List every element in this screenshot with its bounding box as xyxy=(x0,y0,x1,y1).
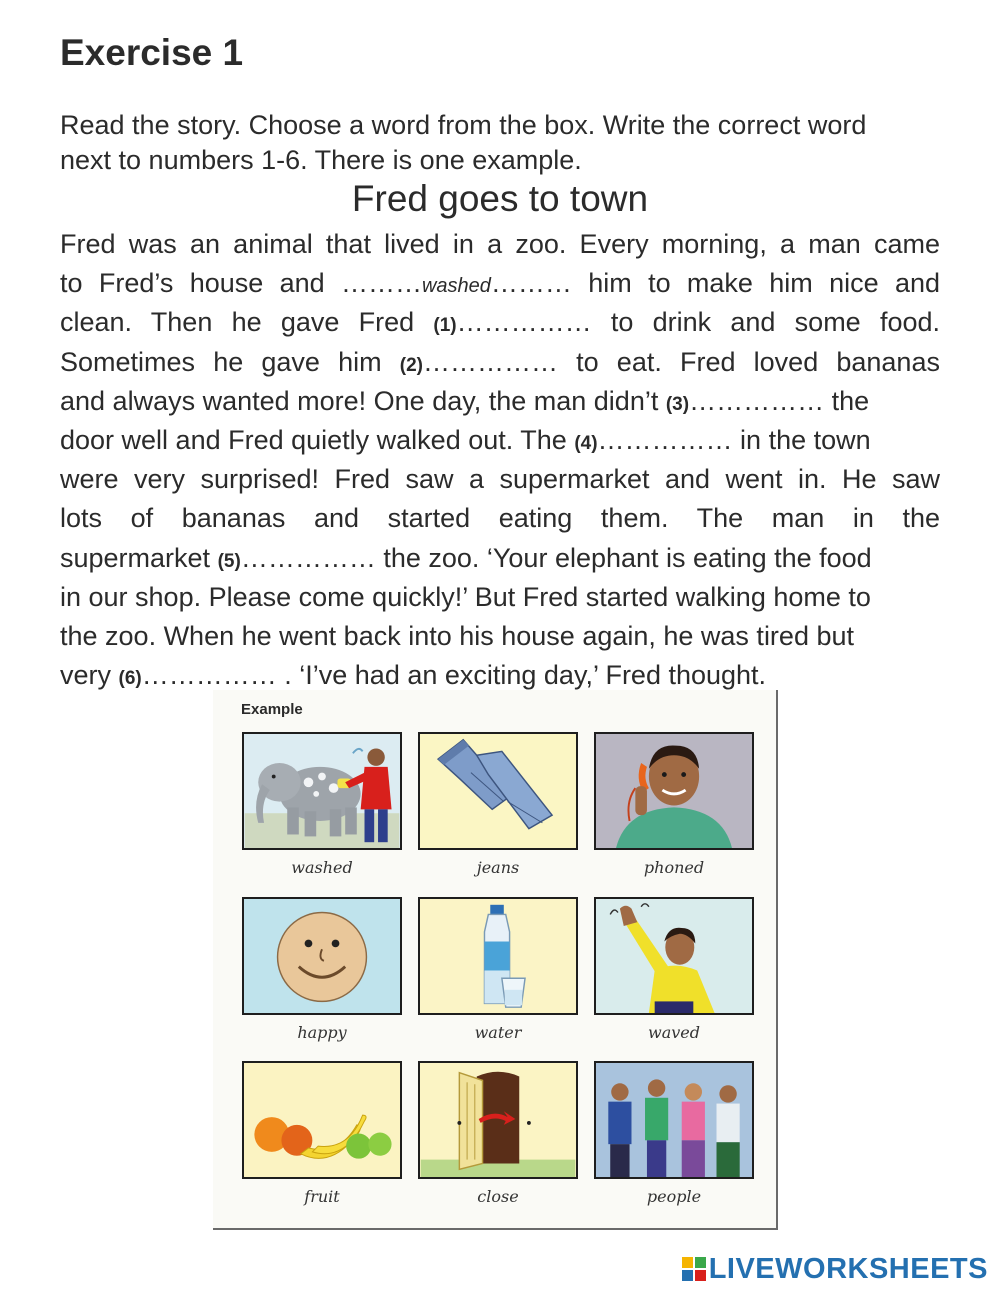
door-closing-picture xyxy=(418,1061,578,1179)
story-line: Fred was an animal that lived in a zoo. Every morning, a man came xyxy=(60,229,940,259)
story-line: clean. Then he gave Fred (1)…………… to drink and some food. xyxy=(60,307,940,338)
story-line: supermarket (5)…………… the zoo. ‘Your elephant is eating the food xyxy=(60,542,872,573)
story-line: lots of bananas and started eating them. The man in the xyxy=(60,503,940,534)
story-text xyxy=(60,225,940,695)
jeans-picture xyxy=(418,732,578,850)
gap-number-4: (4) xyxy=(574,432,598,454)
liveworksheets-logo xyxy=(682,1252,988,1286)
boy-waving-picture xyxy=(594,897,754,1015)
gap-blank-3[interactable]: …………… xyxy=(689,385,825,416)
water-bottle-picture xyxy=(418,897,578,1015)
word-waved: waved xyxy=(648,1023,700,1042)
word-jeans: jeans xyxy=(476,858,520,877)
gap-blank-4[interactable]: …………… xyxy=(597,424,733,455)
instructions-line-1: Read the story. Choose a word from the box. Write the correct word xyxy=(60,110,867,140)
word-phoned: phoned xyxy=(643,858,705,877)
word-people: people xyxy=(646,1187,702,1206)
liveworksheets-logo-icon xyxy=(682,1257,706,1281)
exercise-title: Exercise 1 xyxy=(60,32,244,73)
word-close: close xyxy=(477,1187,519,1206)
gap-number-3: (3) xyxy=(665,393,690,415)
happy-face-picture xyxy=(242,897,402,1015)
gap-number-2: (2) xyxy=(399,354,423,376)
liveworksheets-logo-text: LIVEWORKSHEETS xyxy=(708,1252,988,1285)
man-phoning-picture xyxy=(594,732,754,850)
word-happy: happy xyxy=(297,1023,347,1042)
instructions xyxy=(60,108,950,178)
gap-blank-6[interactable]: …………… xyxy=(141,660,277,691)
gap-number-1: (1) xyxy=(433,315,457,337)
gap-blank-1[interactable]: …………… xyxy=(456,307,592,338)
elephant-washing-picture xyxy=(242,732,402,850)
word-fruit: fruit xyxy=(304,1187,340,1206)
story-title: Fred goes to town xyxy=(351,178,649,219)
people-picture xyxy=(594,1061,754,1179)
word-washed: washed xyxy=(291,858,353,877)
story-line: to Fred’s house and ………washed……… him to make him nice and xyxy=(60,268,940,299)
gap-number-5: (5) xyxy=(217,550,241,572)
gap-blank-2[interactable]: …………… xyxy=(422,346,558,377)
story-line: Sometimes he gave him (2)…………… to eat. Fred loved bananas xyxy=(60,346,940,377)
story-line: very (6)…………… . ‘I’ve had an exciting day,’ Fred thought. xyxy=(60,660,767,691)
story-line: the zoo. When he went back into his house again, he was tired but xyxy=(60,620,854,651)
instructions-line-2: next to numbers 1-6. There is one example. xyxy=(60,145,582,175)
story-line: in our shop. Please come quickly!’ But Fred started walking home to xyxy=(60,581,871,612)
gap-blank-5[interactable]: …………… xyxy=(240,542,376,573)
word-box-example-label: Example xyxy=(241,701,303,718)
example-answer: washed xyxy=(421,275,491,298)
word-water: water xyxy=(474,1023,522,1042)
story-line: door well and Fred quietly walked out. The (4)…………… in the town xyxy=(60,424,871,455)
story-line: were very surprised! Fred saw a supermarket and went in. He saw xyxy=(60,464,940,495)
story-line: and always wanted more! One day, the man didn’t (3)…………… the xyxy=(60,385,870,416)
gap-number-6: (6) xyxy=(118,668,142,690)
fruit-picture xyxy=(242,1061,402,1179)
